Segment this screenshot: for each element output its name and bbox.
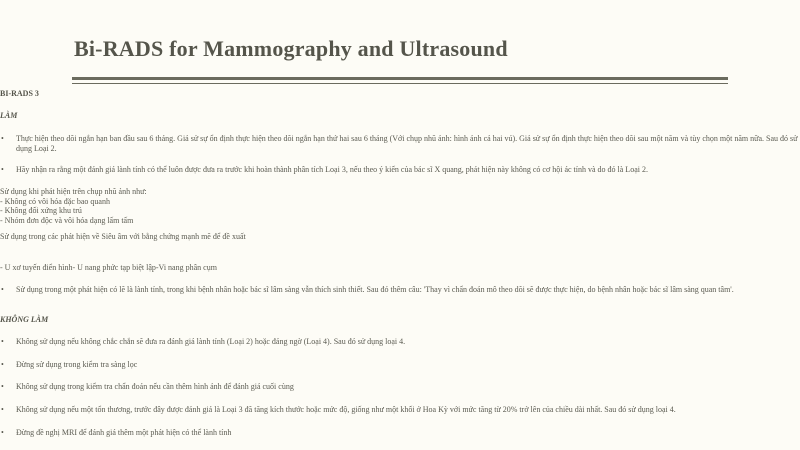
list-item (0, 428, 798, 438)
dont-item-text: Không sử dụng trong kiểm tra chẩn đoán nếu cần thêm hình ảnh để đánh giá cuối cùng (16, 382, 294, 391)
bullet-icon: • (1, 405, 4, 414)
ultrasound-usage-text: Sử dụng trong các phát hiện về Siêu âm với bằng chứng mạnh mẽ để đề xuất (0, 232, 246, 241)
list-item (0, 405, 798, 415)
bullet-icon: • (1, 382, 4, 391)
mammography-usage-text: Sử dụng khi phát hiện trên chụp nhũ ảnh như: - Không có vôi hóa đặc bao quanh - Không đối xứng khu trú - Nhóm đơn độc và vôi hóa dạng lấm tấm (0, 187, 147, 225)
section-heading: BI-RADS 3 (0, 89, 39, 98)
bullet-icon: • (1, 360, 4, 369)
do-label: LÀM (0, 111, 18, 120)
dont-item-text: Đừng sử dụng trong kiểm tra sàng lọc (16, 360, 138, 369)
dont-item-text: Đừng đề nghị MRI để đánh giá thêm một phát hiện có thể lành tính (16, 428, 232, 437)
list-item (0, 165, 798, 175)
do-item-text: Hãy nhận ra rằng một đánh giá lành tính có thể luôn được đưa ra trước khi hoàn thành phân tích Loại 3, nếu theo ý kiến của bác sĩ X quang, phát hiện này không có cơ hội ác tính và do đó là Loại 2. (16, 165, 648, 174)
dont-label: KHÔNG LÀM (0, 315, 49, 324)
ultrasound-findings-list: - U xơ tuyến điển hình- U nang phức tạp biệt lập-Vi nang phân cụm (0, 263, 217, 272)
dont-item-text: Không sử dụng nếu không chắc chắn sẽ đưa ra đánh giá lành tính (Loại 2) hoặc đáng ngờ (Loại 4). Sau đó sử dụng loại 4. (16, 337, 406, 346)
bullet-icon: • (1, 428, 4, 437)
bullet-icon: • (1, 337, 4, 346)
bullet-icon: • (1, 165, 4, 174)
bullet-icon: • (1, 134, 4, 143)
list-item (0, 360, 798, 370)
bullet-icon: • (1, 285, 4, 294)
dont-item-text: Không sử dụng nếu một tổn thương, trước đây được đánh giá là Loại 3 đã tăng kích thước hoặc mức độ, giống như một khối ở Hoa Kỳ với mức tăng từ 20% trở lên của chiều dài nhất. Sau đó sử dụng loại 4. (16, 405, 676, 414)
list-item (0, 134, 798, 153)
do-item-text: Sử dụng trong một phát hiện có lẽ là lành tính, trong khi bệnh nhân hoặc bác sĩ lâm sàng vẫn thích sinh thiết. Sau đó thêm câu: 'Thay vì chẩn đoán mô theo dõi sẽ được thực hiện, do bệnh nhân hoặc bác sĩ lâm sàng quan tâm'. (16, 285, 734, 294)
list-item (0, 382, 798, 392)
do-item-text: Thực hiện theo dõi ngắn hạn ban đầu sau 6 tháng. Giả sử sự ổn định thực hiện theo dõi ngắn hạn thứ hai sau 6 tháng (Với chụp nhũ ảnh: hình ảnh cả hai vú). Giả sử sự ổn định thực hiện theo dõi sau một năm và tùy chọn một năm nữa. Sau đó sử dụng Loại 2. (16, 134, 798, 153)
list-item (0, 337, 798, 347)
title-rule-thin (72, 83, 728, 84)
page-title: Bi-RADS for Mammography and Ultrasound (74, 36, 508, 61)
list-item (0, 285, 798, 295)
title-rule-thick (72, 77, 728, 80)
